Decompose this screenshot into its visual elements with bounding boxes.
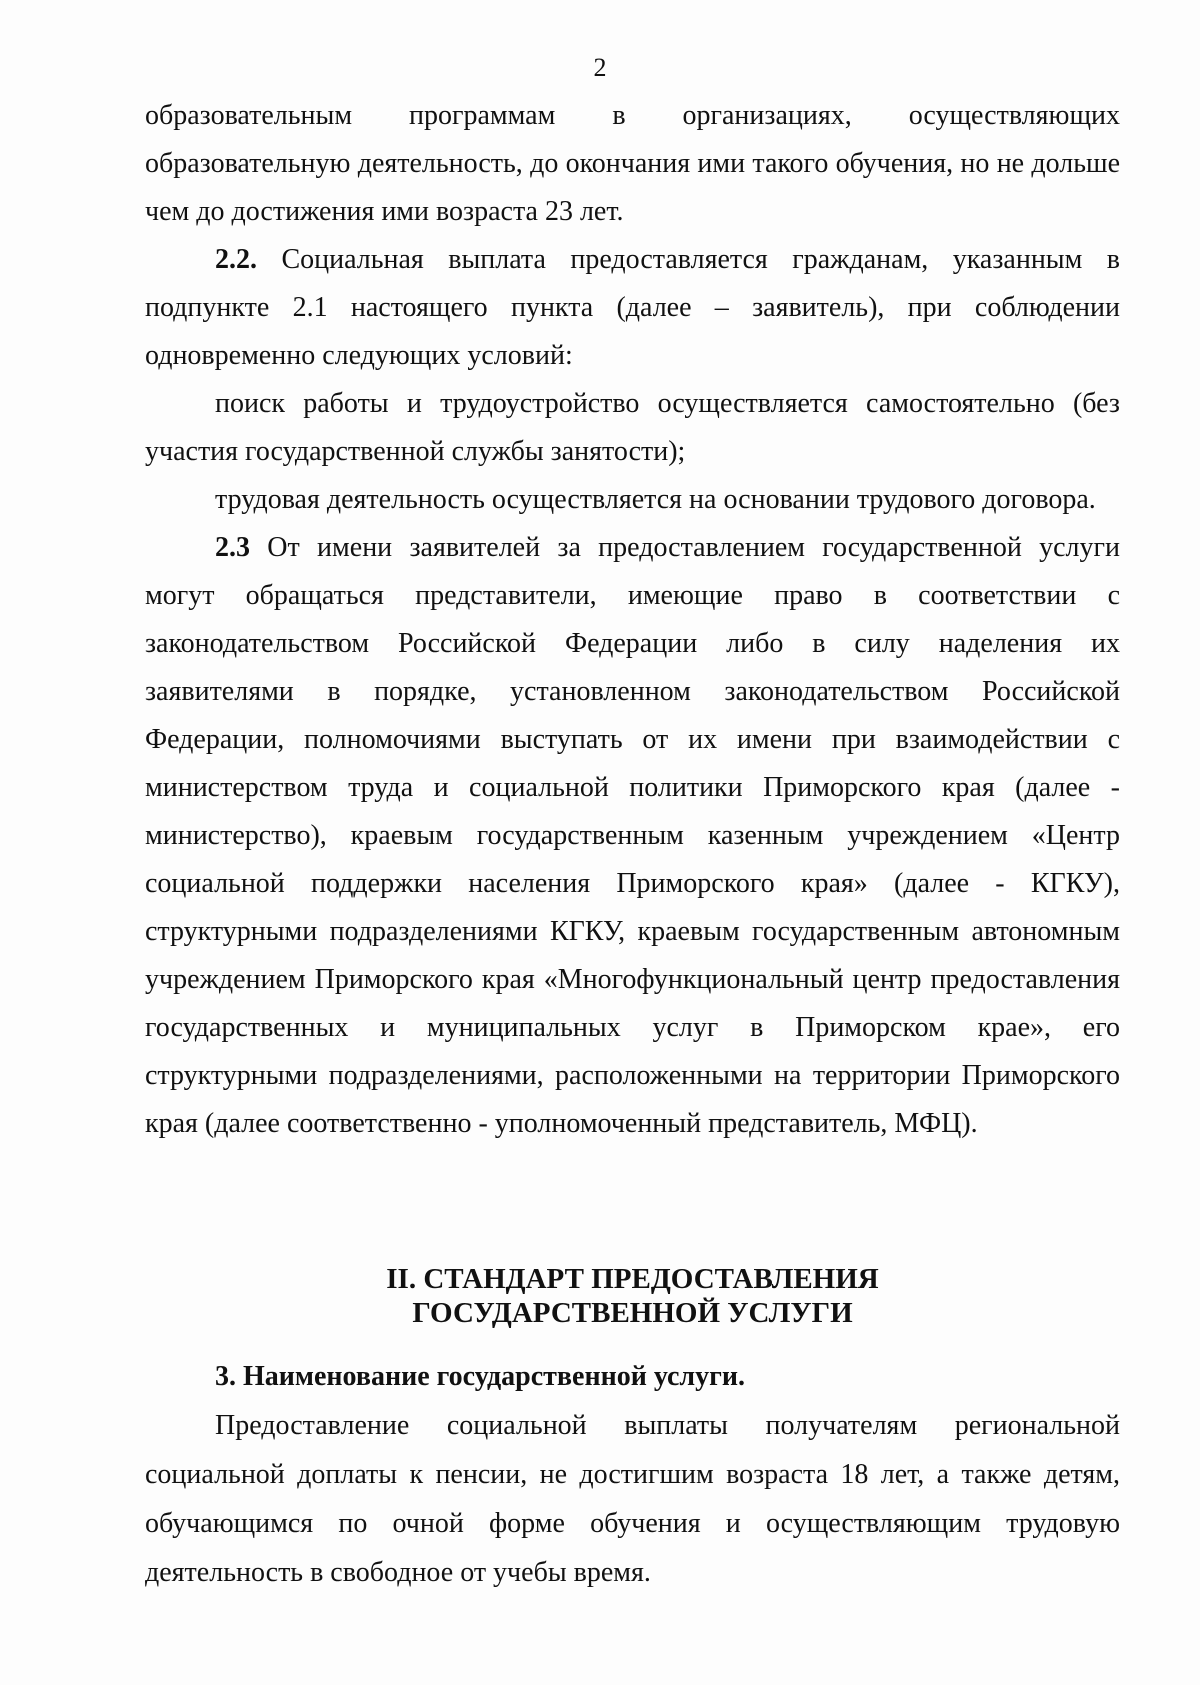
section-heading-line: ГОСУДАРСТВЕННОЙ УСЛУГИ xyxy=(412,1297,853,1329)
condition-item: трудовая деятельность осуществляется на основании трудового договора. xyxy=(215,484,1096,515)
paragraph-2-2 xyxy=(145,236,1120,380)
service-name-paragraph: Предоставление социальной выплаты получателям региональной социальной доплаты к пенсии, не достигшим возраста 18 лет, а также детям, обучающимся по очной форме обучения и осуществляющим трудовую деятельность в свободное от учебы время. xyxy=(145,1410,1120,1588)
subsection-heading: 3. Наименование государственной услуги. xyxy=(215,1361,745,1392)
paragraph-continuation: образовательным программам в организациях, осуществляющих образовательную деятельность, до окончания ими такого обучения, но не дольше чем до достижения ими возраста 23 лет. xyxy=(145,100,1120,227)
clause-number: 2.2. xyxy=(215,244,257,275)
document-body xyxy=(145,92,1120,1148)
paragraph-2-3 xyxy=(145,524,1120,1148)
clause-text: От имени заявителей за предоставлением государственной услуги могут обращаться представители, имеющие право в соответствии с законодательством Российской Федерации либо в силу наделения их заявителями в порядке, установленном законодательством Российской Федерации, полномочиями выступать от их имени при взаимодействии с министерством труда и социальной политики Приморского края (далее - министерство), краевым государственным казенным учреждением «Центр социальной поддержки населения Приморского края» (далее - КГКУ), структурными подразделениями КГКУ, краевым государственным автономным учреждением Приморского края «Многофункциональный центр предоставления государственных и муниципальных услуг в Приморском крае», его структурными подразделениями, расположенными на территории Приморского края (далее соответственно - уполномоченный представитель, МФЦ). xyxy=(145,532,1120,1139)
service-name-block xyxy=(145,1352,1120,1597)
section-heading xyxy=(145,1262,1120,1330)
condition-item: поиск работы и трудоустройство осуществляется самостоятельно (без участия государственной службы занятости); xyxy=(145,388,1120,467)
page-number: 2 xyxy=(593,53,607,82)
clause-number: 2.3 xyxy=(215,532,250,563)
section-heading-line: II. СТАНДАРТ ПРЕДОСТАВЛЕНИЯ xyxy=(386,1263,879,1295)
clause-text: Социальная выплата предоставляется гражданам, указанным в подпункте 2.1 настоящего пункта (далее – заявитель), при соблюдении одновременно следующих условий: xyxy=(145,244,1120,371)
